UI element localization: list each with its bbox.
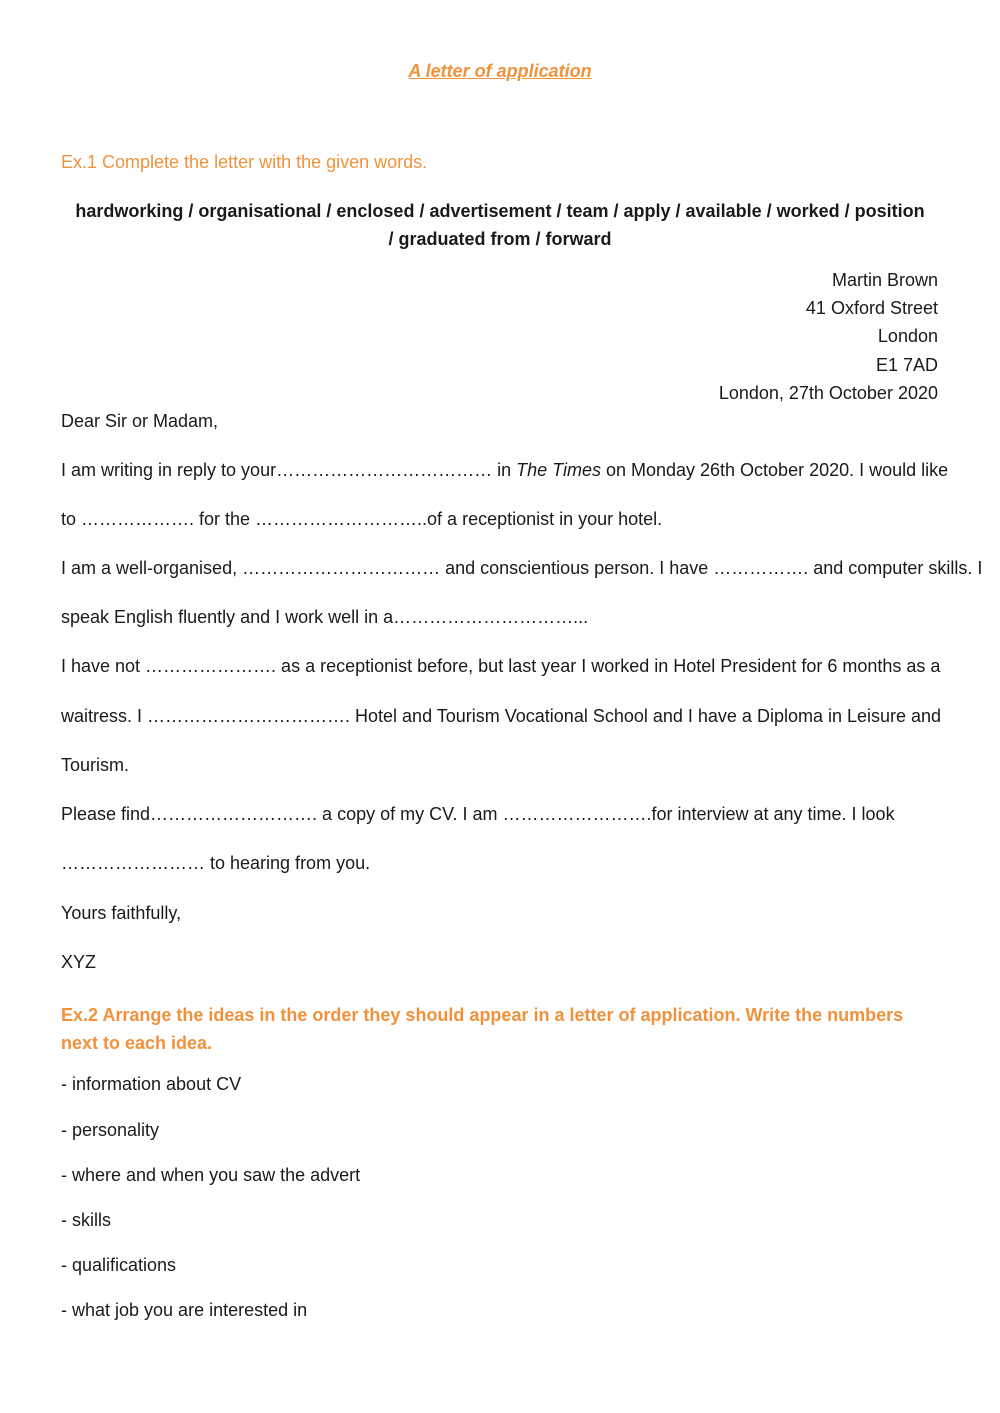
list-item: - information about CV [61,1074,242,1094]
word-bank-line-1: hardworking / organisational / enclosed / advertisement / team / apply / available / worked / position [75,201,925,221]
page-title: A letter of application [408,61,592,81]
list-item: - qualifications [61,1255,177,1275]
letter-line-1 [61,460,948,481]
sender-name: Martin Brown [831,270,938,290]
letter-line-5: I have not …………………. as a receptionist before, but last year I worked in Hotel President for 6 months as a [61,656,941,676]
sender-street: 41 Oxford Street [805,298,938,318]
word-bank [55,197,945,253]
list-item: - personality [61,1120,160,1140]
letter-line-3: I am a well-organised, …………………………… and conscientious person. I have ……………. and computer skills. I [61,558,983,578]
sender-city: London [877,326,938,346]
signature: XYZ [61,952,97,972]
letter-line-1-a: I am writing in reply to your……………………………… in [61,460,517,480]
newspaper-name: The Times [516,460,601,480]
letter-date: London, 27th October 2020 [718,383,938,403]
letter-line-6: waitress. I ……………………………. Hotel and Tourism Vocational School and I have a Diploma in Leisure and [61,706,942,726]
letter-line-9: …………………… to hearing from you. [61,853,371,873]
letter-line-8: Please find………………………. a copy of my CV. I am …………………….for interview at any time. I look [61,804,895,824]
list-item: - what job you are interested in [61,1300,308,1320]
letter-line-4: speak English fluently and I work well in a…………………………... [61,607,589,627]
exercise-2-heading: Ex.2 Arrange the ideas in the order they should appear in a letter of application. Write the numbers next to each idea. [61,1005,904,1053]
letter-line-2: to ………………. for the ………………………..of a receptionist in your hotel. [61,509,663,529]
list-item: - skills [61,1210,111,1230]
greeting: Dear Sir or Madam, [61,411,219,431]
exercise-1-heading: Ex.1 Complete the letter with the given words. [61,152,428,172]
letter-line-1-c: on Monday 26th October 2020. I would like [600,460,949,480]
closing: Yours faithfully, [61,903,182,923]
sender-postcode: E1 7AD [875,355,938,375]
letter-line-7: Tourism. [61,755,130,775]
list-item: - where and when you saw the advert [61,1165,361,1185]
word-bank-line-2: / graduated from / forward [388,229,612,249]
